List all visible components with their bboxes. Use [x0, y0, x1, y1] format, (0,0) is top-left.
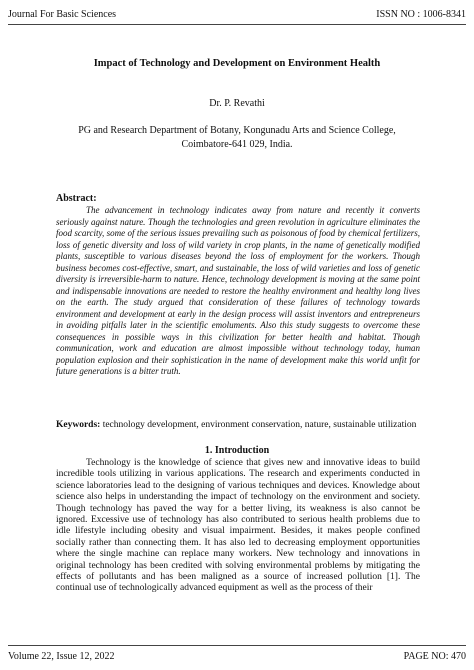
- affiliation-line-1: PG and Research Department of Botany, Kongunadu Arts and Science College,: [78, 125, 396, 136]
- abstract-text: The advancement in technology indicates away from nature and recently it converts seriously against nature. Though the technologies and green revolution in agriculture eliminates the food scarcity, some of the serious issues prevailing such as poisonous of food by chemical fertilizers, loss of genetic diversity and loss of wild variety in crop plants, in the name of genetically modified plants, susceptible to various diseases beyond the loss of employment for the workers. Though business becomes cost-effective, smart, and sustainable, the loss of wild varieties and loss of genetic diversity is irreversible-harm to nature. Hence, technology development is moving at the same point and indispensable innovations are needed to restore the healthy environment and healthy long lives on the earth. The study argued that consideration of these failures of technology towards environment and development at early in the design process will assist inventors and entrepreneurs in avoiding pitfalls later in the scientific emoluments. Also this study suggests to overcome these consequences in possible ways in this civilization for better health and habitat. Though communication, work and education are almost impossible without technology today, human population explosion and their sophistication in the name of development make this world unfit for future generations is a bitter truth.: [56, 205, 420, 376]
- journal-name: Journal For Basic Sciences: [8, 9, 117, 20]
- author-name: Dr. P. Revathi: [209, 98, 265, 109]
- keywords-text: technology development, environment conservation, nature, sustainable utilization: [102, 420, 417, 430]
- volume-issue: Volume 22, Issue 12, 2022: [8, 651, 115, 662]
- keywords-label: Keywords:: [56, 420, 101, 430]
- abstract-heading: Abstract:: [56, 193, 97, 204]
- section-heading-introduction: 1. Introduction: [204, 445, 270, 456]
- header-rule: [8, 24, 466, 25]
- paper-title: Impact of Technology and Development on Environment Health: [93, 58, 381, 69]
- page-number: PAGE NO: 470: [403, 651, 466, 662]
- introduction-text: Technology is the knowledge of science that gives new and innovative ideas to build incredible tools utilizing in various applications. The research and experiments conducted in science laboratories lead to the designing of various techniques and devices. Knowledge about science also helps in understanding the impact of technology on the environment and society. Though technology has paved the way for a better living, its weakness is also cannot be ignored. Excessive use of technology has also contributed to serious health problems due to idle lifestyle including obesity and visual impairment. Besides, it makes people confined socially rather than connecting them. It has also led to decreasing employment opportunities where the single machine can replace many workers. New technology and innovations in original technology has been credited with solving environmental problems by mitigating the effects of pollutants and has been maligned as a source of increased pollution [1]. The continual use of technologically advanced equipment as well as the process of their: [56, 458, 420, 594]
- author-affiliation: [40, 124, 434, 152]
- affiliation-line-2: Coimbatore-641 029, India.: [181, 139, 293, 150]
- issn-number: ISSN NO : 1006-8341: [376, 9, 466, 20]
- footer-rule: [8, 645, 466, 646]
- keywords-line: [56, 420, 426, 430]
